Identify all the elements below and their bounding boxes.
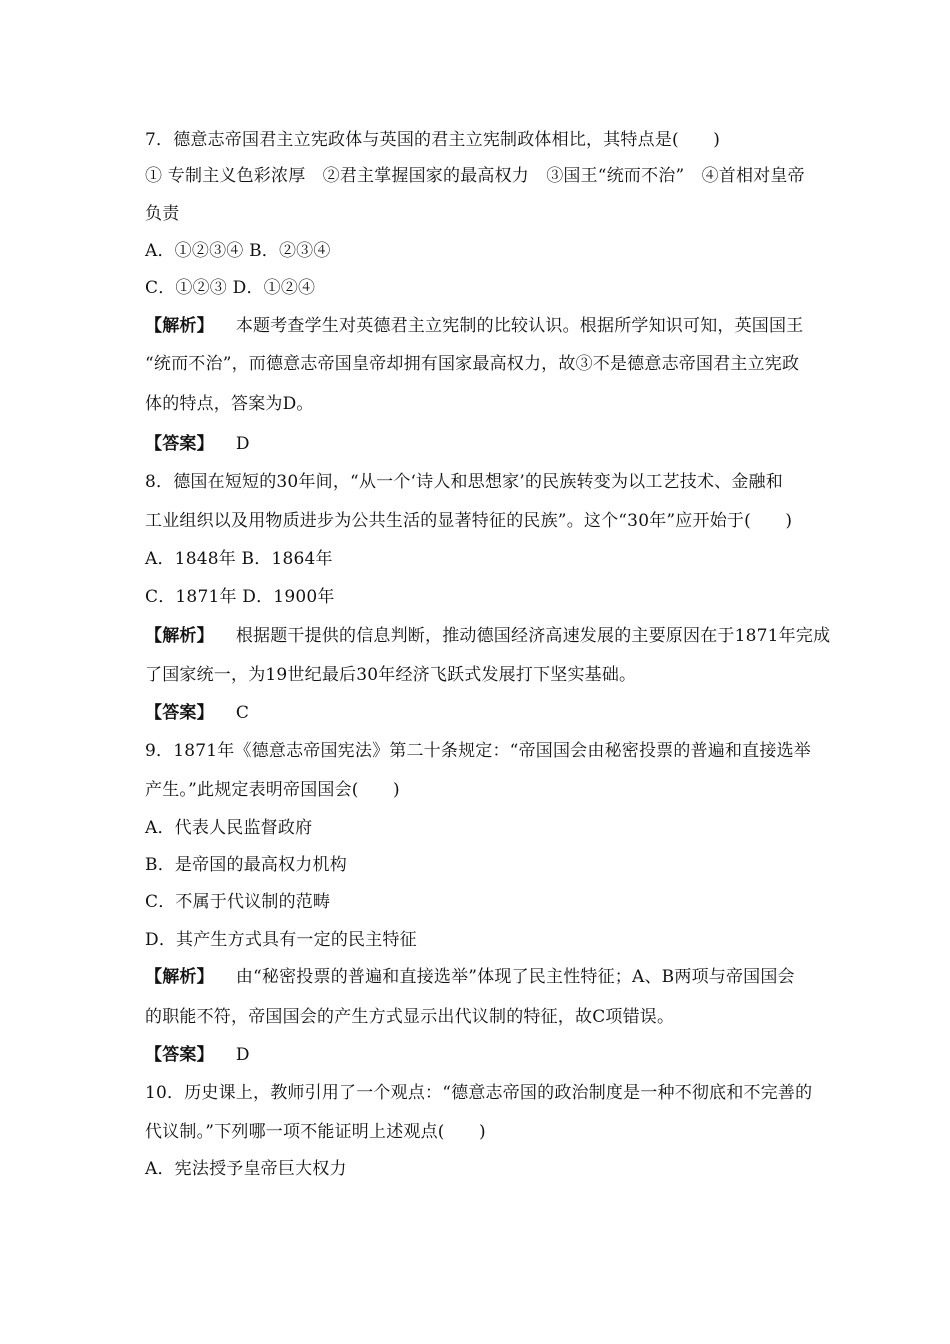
question-7-stem-line-1: 7．德意志帝国君主立宪政体与英国的君主立宪制政体相比，其特点是( ) — [145, 130, 721, 150]
answer-value: D — [235, 1045, 250, 1065]
question-8-stem-line-1: 8．德国在短短的30年间，“从一个‘诗人和思想家’的民族转变为以工艺技术、金融和 — [145, 472, 783, 492]
question-9-stem-line-2: 产生。”此规定表明帝国国会( ) — [145, 780, 400, 800]
question-7-analysis-line-3: 体的特点，答案为D。 — [145, 394, 314, 414]
answer-tag: 【答案】 — [145, 703, 214, 723]
analysis-text: 本题考查学生对英德君主立宪制的比较认识。根据所学知识可知，英国国王 — [235, 316, 804, 336]
question-9-option-b: B．是帝国的最高权力机构 — [145, 855, 347, 875]
question-7-options-ab: A．①②③④ B．②③④ — [145, 241, 331, 261]
analysis-text: 由“秘密投票的普遍和直接选举”体现了民主性特征；A、B两项与帝国国会 — [235, 967, 795, 987]
analysis-tag: 【解析】 — [145, 967, 214, 987]
question-9-answer — [145, 1043, 815, 1067]
question-9-option-d: D．其产生方式具有一定的民主特征 — [145, 930, 417, 950]
question-10-stem-line-2: 代议制。”下列哪一项不能证明上述观点( ) — [145, 1122, 486, 1142]
question-8-analysis-line-1 — [145, 624, 831, 648]
question-7-answer — [145, 432, 815, 456]
question-10-stem-line-1: 10．历史课上，教师引用了一个观点：“德意志帝国的政治制度是一种不彻底和不完善的 — [145, 1083, 813, 1103]
answer-tag: 【答案】 — [145, 1045, 214, 1065]
question-9-option-c: C．不属于代议制的范畴 — [145, 892, 331, 912]
analysis-text: 根据题干提供的信息判断，推动德国经济高速发展的主要原因在于1871年完成 — [235, 626, 831, 646]
question-8-options-cd: C．1871年 D．1900年 — [145, 587, 335, 607]
question-8-analysis-line-2: 了国家统一，为19世纪最后30年经济飞跃式发展打下坚实基础。 — [145, 665, 637, 685]
analysis-tag: 【解析】 — [145, 316, 214, 336]
question-9-stem-line-1: 9．1871年《德意志帝国宪法》第二十条规定：“帝国国会由秘密投票的普遍和直接选举 — [145, 741, 811, 761]
answer-value: C — [235, 703, 250, 723]
answer-value: D — [235, 434, 250, 454]
question-8-options-ab: A．1848年 B．1864年 — [145, 549, 333, 569]
question-9-analysis-line-2: 的职能不符，帝国国会的产生方式显示出代议制的特征，故C项错误。 — [145, 1007, 675, 1027]
answer-tag: 【答案】 — [145, 434, 214, 454]
question-8-answer — [145, 701, 815, 725]
question-8-stem-line-2: 工业组织以及用物质进步为公共生活的显著特征的民族”。这个“30年”应开始于( ) — [145, 511, 793, 531]
question-7-options-cd: C．①②③ D．①②④ — [145, 278, 316, 298]
question-7-analysis-line-2: “统而不治”，而德意志帝国皇帝却拥有国家最高权力，故③不是德意志帝国君主立宪政 — [145, 354, 800, 374]
question-7-stem-line-2: ① 专制主义色彩浓厚 ②君主掌握国家的最高权力 ③国王“统而不治” ④首相对皇帝 — [145, 166, 805, 186]
question-7-analysis-line-1 — [145, 314, 815, 338]
question-9-analysis-line-1 — [145, 965, 815, 989]
analysis-tag: 【解析】 — [145, 626, 214, 646]
question-9-option-a: A．代表人民监督政府 — [145, 818, 313, 838]
question-7-stem-line-3: 负责 — [145, 204, 180, 224]
question-10-option-a: A．宪法授予皇帝巨大权力 — [145, 1159, 347, 1179]
